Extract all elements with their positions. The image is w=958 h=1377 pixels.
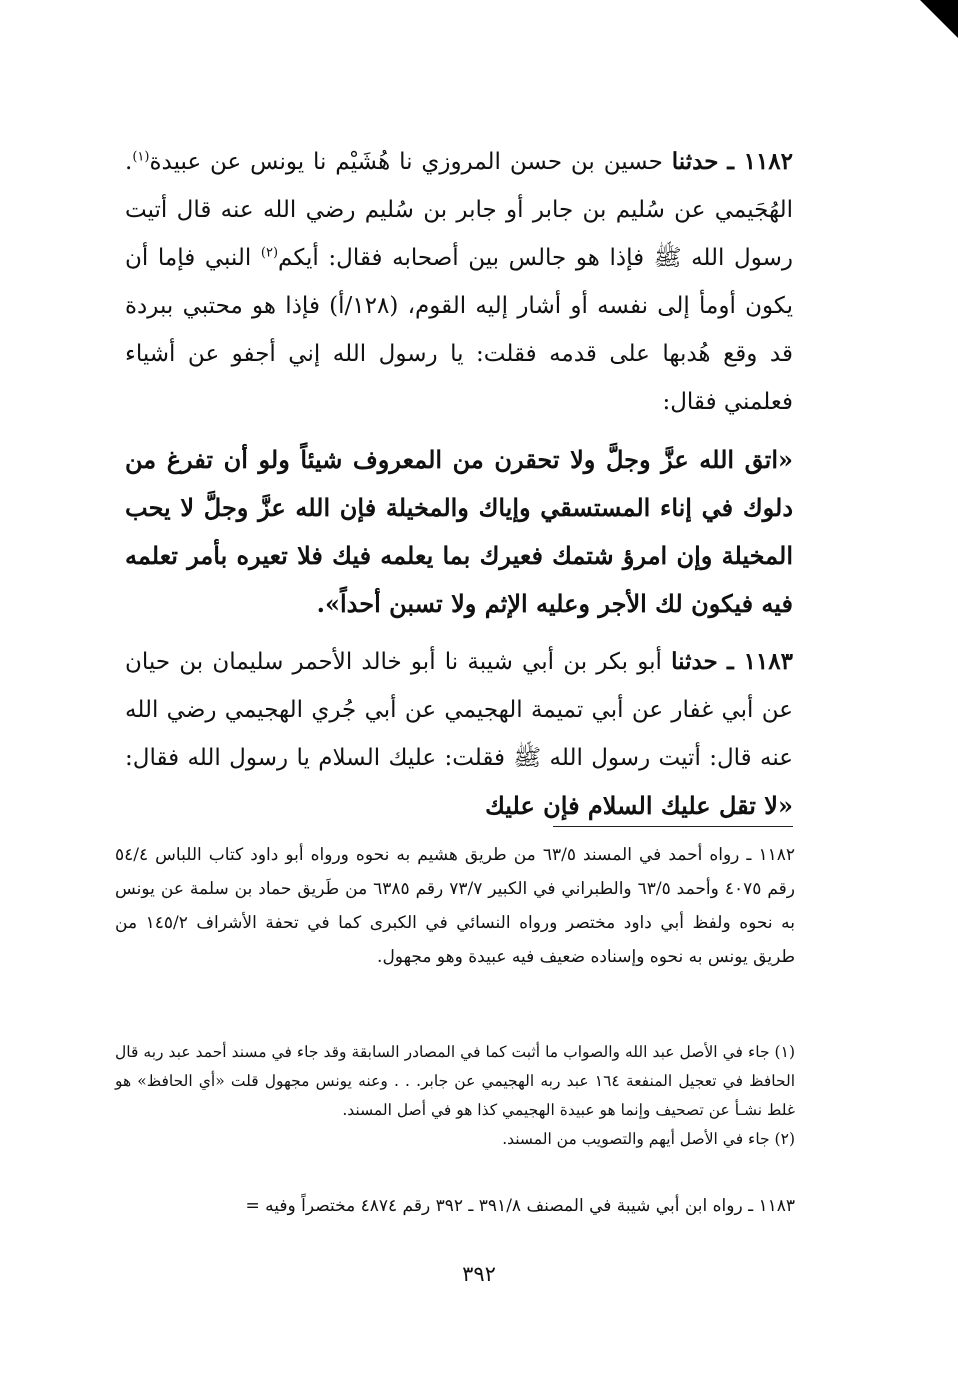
- footnote-ref: (٢): [260, 245, 279, 261]
- hadith-chain-cont2: النبي فإما أن يكون أومأ إلى نفسه أو أشار إليه القوم، (١٢٨/أ) فإذا هو محتبي ببردة قد وقع هُدبها على قدمه فقلت: يا رسول الله إني أجفو عن أشياء فعلمني فقال:: [125, 245, 793, 415]
- hadith-1183-matn: «لا تقل عليك السلام فإن عليك: [485, 791, 793, 820]
- hadith-number: ١١٨٢ ـ: [727, 148, 794, 175]
- hadith-number: ١١٨٣ ـ: [726, 648, 793, 675]
- hadith-1182-isnad: [125, 138, 793, 426]
- footnote-divider: [553, 826, 793, 827]
- footnotes-notes: [115, 1038, 795, 1154]
- hadith-text: أبو بكر بن أبي شيبة نا أبو خالد الأحمر سليمان بن حيان عن أبي غفار عن أبي تميمة الهجيمي عن أبي جُري الهجيمي رضي الله عنه قال: أتيت رسول الله ﷺ فقلت: عليك السلام يا رسول الله فقال:: [125, 649, 793, 771]
- footnote-ref: (١): [132, 149, 150, 165]
- hadith-chain-cont: . الهُجَيمي عن سُليم بن جابر أو جابر بن سُليم رضي الله عنه قال أتيت رسول الله ﷺ فإذا هو جالس بين أصحابه فقال: أيكم: [125, 149, 793, 271]
- haddathana-label: حدثنا: [671, 148, 719, 175]
- page-corner-mark: [920, 0, 958, 38]
- takhrij-text: ١١٨٢ ـ رواه أحمد في المسند ٦٣/٥ من طريق هشيم به نحوه ورواه أبو داود كتاب اللباس ٥٤/٤ رقم ٤٠٧٥ وأحمد ٦٣/٥ والطبراني في الكبير ٧٣/٧ رقم ٦٣٨٥ من طَريق حماد بن سلمة عن يونس به نحوه ولفظ أبي داود مختصر ورواه النسائي في الكبرى كما في تحفة الأشراف ١٤٥/٢ من طريق يونس به نحوه وإسناده ضعيف فيه عبيدة وهو مجهول.: [115, 845, 795, 967]
- hadith-chain: حسين بن حسن المروزي نا هُشَيْم نا يونس عن عبيدة: [149, 149, 663, 175]
- hadith-1182-matn: «اتق الله عزَّ وجلَّ ولا تحقرن من المعروف شيئاً ولو أن تفرغ من دلوك في إناء المستسقي وإياك والمخيلة فإن الله عزَّ وجلَّ لا يحب المخيلة وإن امرؤ شتمك فعيرك بما يعلمه فيك فلا تعيره بأمر تعلمه فيه فيكون لك الأجر وعليه الإثم ولا تسبن أحداً».: [125, 445, 793, 618]
- footnote-takhrij-1183: [115, 1189, 795, 1223]
- page-number: ٣٩٢: [462, 1262, 496, 1286]
- footnote-1: (١) جاء في الأصل عبد الله والصواب ما أثبت كما في المصادر السابقة وقد جاء في مسند أحمد عبد ربه قال الحافظ في تعجيل المنفعة ١٦٤ عبد ربه الهجيمي عن جابر. . . وعنه يونس مجهول قلت «أي الحافظ» هو غلط نشـأ عن تصحيف وإنما هو عبيدة الهجيمي كذا هو في أصل المسند.: [115, 1043, 795, 1119]
- main-text: [125, 138, 793, 831]
- hadith-1183: [125, 638, 793, 831]
- haddathana-label: حدثنا: [671, 648, 718, 675]
- footnote-takhrij-1182: [115, 838, 795, 974]
- takhrij-text: ١١٨٣ ـ رواه ابن أبي شيبة في المصنف ٣٩١/٨ ـ ٣٩٢ رقم ٤٨٧٤ مختصراً وفيه =: [245, 1196, 795, 1216]
- footnote-2: (٢) جاء في الأصل أيهم والتصويب من المسند.: [502, 1130, 795, 1148]
